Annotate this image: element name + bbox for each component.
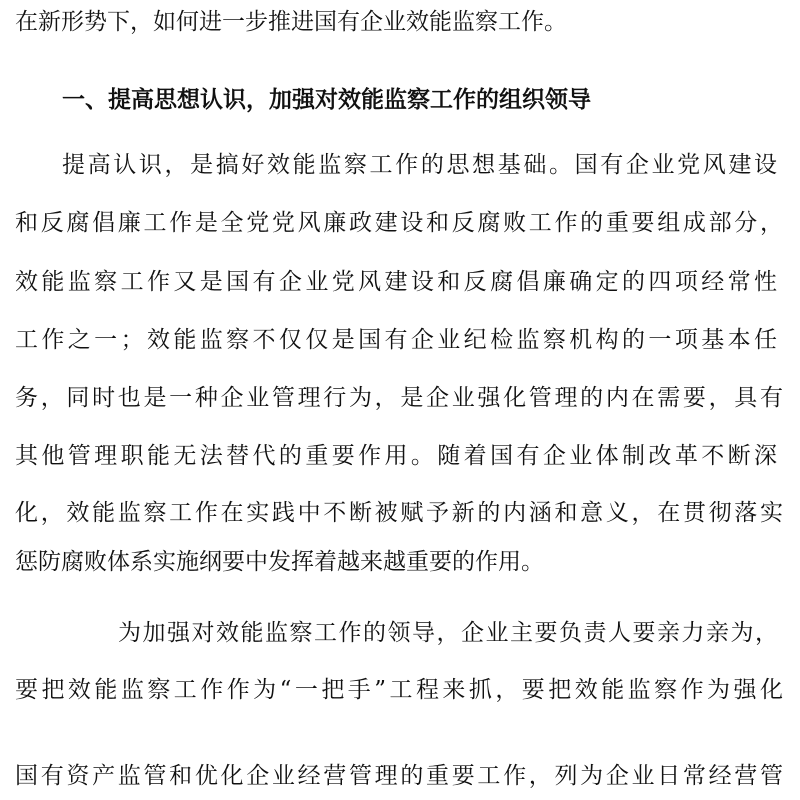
- text-line: 惩防腐败体系实施纲要中发挥着越来越重要的作用。: [15, 549, 544, 575]
- section-heading: 一、提高思想认识，加强对效能监察工作的组织领导: [62, 86, 591, 113]
- text-line: 务，同时也是一种企业管理行为，是企业强化管理的内在需要，具有: [15, 385, 783, 411]
- text-line: 在新形势下，如何进一步推进国有企业效能监察工作。: [15, 9, 567, 35]
- text-line: 要把效能监察工作作为“一把手”工程来抓，要把效能监察作为强化: [15, 677, 783, 703]
- text-line: 为加强对效能监察工作的领导，企业主要负责人要亲力亲为，: [118, 620, 778, 646]
- text-line: 其他管理职能无法替代的重要作用。随着国有企业体制改革不断深: [15, 443, 777, 469]
- text-line: 效能监察工作又是国有企业党风建设和反腐倡廉确定的四项经常性: [15, 269, 777, 295]
- text-line: 提高认识，是搞好效能监察工作的思想基础。国有企业党风建设: [62, 152, 777, 178]
- text-line: 国有资产监管和优化企业经营管理的重要工作，列为企业日常经营管: [15, 763, 783, 789]
- text-line: 化，效能监察工作在实践中不断被赋予新的内涵和意义，在贯彻落实: [15, 500, 783, 526]
- text-line: 和反腐倡廉工作是全党党风廉政建设和反腐败工作的重要组成部分，: [15, 210, 783, 236]
- text-line: 工作之一；效能监察不仅仅是国有企业纪检监察机构的一项基本任: [15, 327, 777, 353]
